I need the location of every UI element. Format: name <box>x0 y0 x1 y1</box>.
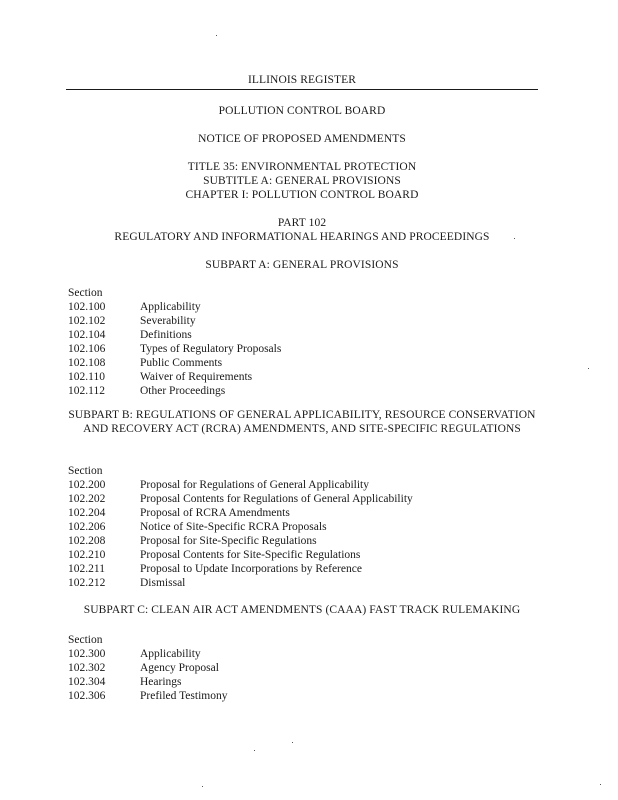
section-row <box>68 478 538 492</box>
subpart-a-heading: SUBPART A: GENERAL PROVISIONS <box>205 259 399 271</box>
section-row <box>68 689 538 703</box>
section-number: 102.200 <box>68 479 106 491</box>
section-number: 102.110 <box>68 371 105 383</box>
section-number: 102.306 <box>68 690 106 702</box>
section-title: Applicability <box>140 301 201 313</box>
scan-speck <box>202 786 203 787</box>
section-number: 102.204 <box>68 507 106 519</box>
section-row <box>68 562 538 576</box>
section-number: 102.211 <box>68 563 105 575</box>
subpart-b-heading: SUBPART B: REGULATIONS OF GENERAL APPLICABILITY, RESOURCE CONSERVATION AND RECOVERY ACT (RCRA) AMENDMENTS, AND SITE-SPECIFIC REGULATIONS <box>68 409 536 435</box>
subtitle-line: SUBTITLE A: GENERAL PROVISIONS <box>203 175 401 187</box>
section-title: Prefiled Testimony <box>140 690 228 702</box>
section-row <box>68 520 538 534</box>
subpart-b-section-label: Section <box>68 465 103 477</box>
section-row <box>68 548 538 562</box>
subpart-a-section-list <box>68 300 538 398</box>
subpart-a-section-label: Section <box>68 287 103 299</box>
scan-speck <box>600 784 601 785</box>
scan-speck <box>216 35 217 36</box>
section-title: Dismissal <box>140 577 186 589</box>
scan-speck <box>292 742 293 743</box>
scan-speck <box>254 750 255 751</box>
section-row <box>68 647 538 661</box>
subpart-c-heading: SUBPART C: CLEAN AIR ACT AMENDMENTS (CAAA) FAST TRACK RULEMAKING <box>83 604 521 616</box>
section-row <box>68 506 538 520</box>
section-number: 102.300 <box>68 648 106 660</box>
section-number: 102.100 <box>68 301 106 313</box>
section-number: 102.208 <box>68 535 106 547</box>
register-header: ILLINOIS REGISTER <box>247 74 357 86</box>
section-title: Proposal Contents for Regulations of General Applicability <box>140 493 413 505</box>
section-title: Types of Regulatory Proposals <box>140 343 282 355</box>
scan-speck <box>588 368 589 369</box>
section-row <box>68 356 538 370</box>
section-number: 102.108 <box>68 357 106 369</box>
board-name: POLLUTION CONTROL BOARD <box>218 105 386 117</box>
section-title: Proposal for Site-Specific Regulations <box>140 535 317 547</box>
section-number: 102.212 <box>68 577 106 589</box>
section-title: Proposal Contents for Site-Specific Regulations <box>140 549 361 561</box>
section-row <box>68 314 538 328</box>
header-rule <box>66 89 538 90</box>
section-number: 102.106 <box>68 343 106 355</box>
section-row <box>68 342 538 356</box>
chapter-line: CHAPTER I: POLLUTION CONTROL BOARD <box>185 189 419 201</box>
section-row <box>68 300 538 314</box>
part-number: PART 102 <box>277 217 327 229</box>
section-number: 102.210 <box>68 549 106 561</box>
section-number: 102.302 <box>68 662 106 674</box>
section-number: 102.304 <box>68 676 106 688</box>
notice-title: NOTICE OF PROPOSED AMENDMENTS <box>198 133 406 145</box>
section-number: 102.102 <box>68 315 106 327</box>
section-row <box>68 370 538 384</box>
part-name: REGULATORY AND INFORMATIONAL HEARINGS AND PROCEEDINGS <box>114 231 490 243</box>
section-title: Hearings <box>140 676 182 688</box>
section-title: Proposal to Update Incorporations by Reference <box>140 563 362 575</box>
section-title: Proposal of RCRA Amendments <box>140 507 290 519</box>
section-number: 102.112 <box>68 385 105 397</box>
section-number: 102.202 <box>68 493 106 505</box>
section-title: Proposal for Regulations of General Applicability <box>140 479 369 491</box>
section-row <box>68 675 538 689</box>
section-title: Public Comments <box>140 357 223 369</box>
section-title: Applicability <box>140 648 201 660</box>
section-title: Other Proceedings <box>140 385 226 397</box>
section-number: 102.104 <box>68 329 106 341</box>
subpart-c-section-label: Section <box>68 634 103 646</box>
section-row <box>68 492 538 506</box>
section-row <box>68 384 538 398</box>
title-line: TITLE 35: ENVIRONMENTAL PROTECTION <box>187 161 417 173</box>
section-title: Notice of Site-Specific RCRA Proposals <box>140 521 327 533</box>
section-title: Severability <box>140 315 196 327</box>
section-row <box>68 661 538 675</box>
section-row <box>68 576 538 590</box>
subpart-c-section-list <box>68 647 538 703</box>
section-title: Agency Proposal <box>140 662 219 674</box>
subpart-b-section-list <box>68 478 538 590</box>
section-title: Definitions <box>140 329 192 341</box>
section-row <box>68 328 538 342</box>
section-row <box>68 534 538 548</box>
section-title: Waiver of Requirements <box>140 371 253 383</box>
section-number: 102.206 <box>68 521 106 533</box>
